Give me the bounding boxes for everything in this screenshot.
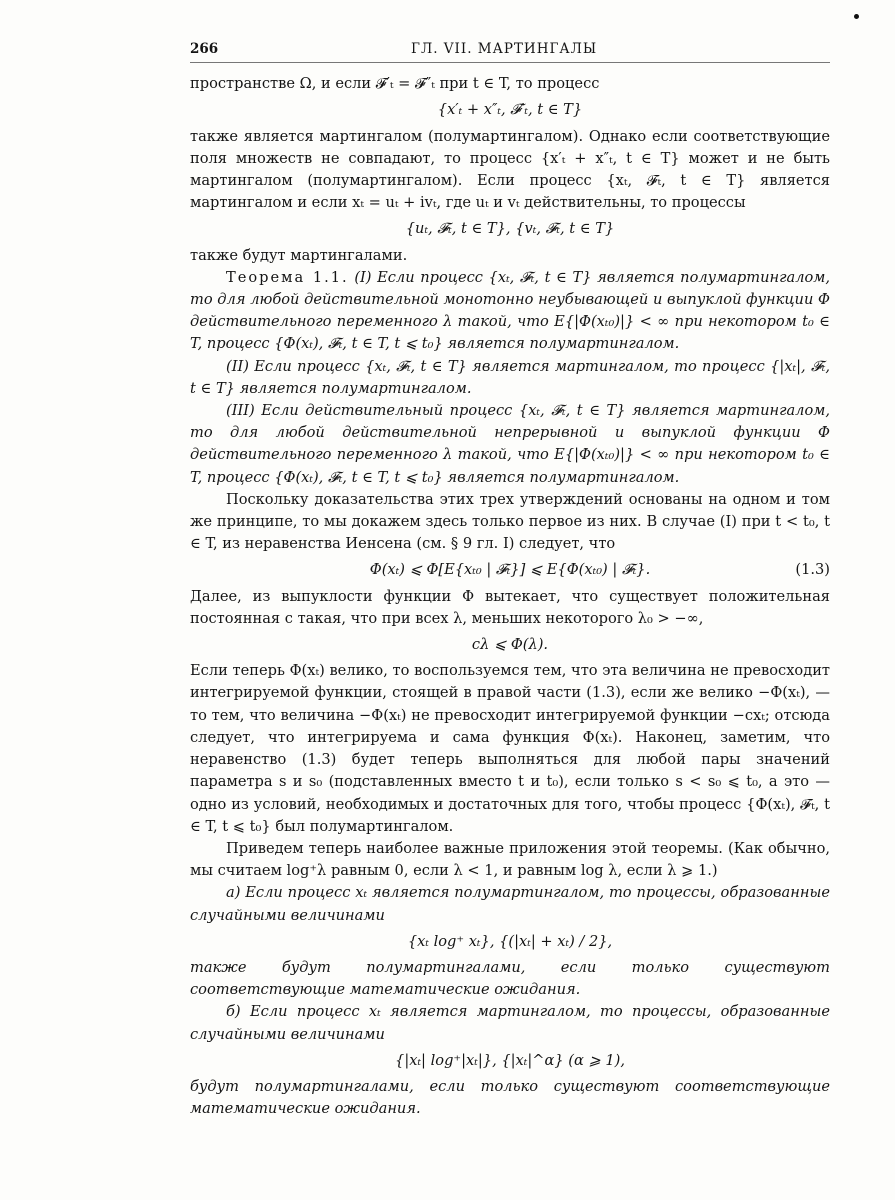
equation-1-3-body: Φ(xₜ) ⩽ Φ[E{xₜ₀ | 𝓕ₜ}] ⩽ E{Φ(xₜ₀) | 𝓕ₜ}. bbox=[369, 561, 651, 579]
page-number: 266 bbox=[190, 41, 219, 57]
equation-4: cλ ⩽ Φ(λ). bbox=[471, 636, 549, 654]
paragraph-7: Приведем теперь наиболее важные приложения этой теоремы. (Как обычно, мы считаем log⁺λ равным 0, если λ < 1, и равным log λ, если λ ⩾ 1.) bbox=[190, 839, 830, 880]
application-a: а) Если процесс xₜ является полумартингалом, то процессы, образованные случайными величинами bbox=[190, 884, 830, 924]
application-b: б) Если процесс xₜ является мартингалом, то процессы, образованные случайными величинами bbox=[190, 1003, 830, 1043]
theorem-part-iii: (III) Если действительный процесс {xₜ, 𝓕ₜ, t ∈ T} является мартингалом, то для любой действительной непрерывной и выпуклой функции Φ действительного переменного λ такой, что E{|Φ(xₜ₀)|} < ∞ при некотором t₀ ∈ T, процесс {Φ(xₜ), 𝓕ₜ, t ∈ T, t ⩽ t₀} является полумартингалом. bbox=[190, 402, 830, 486]
paragraph-4: Поскольку доказательства этих трех утверждений основаны на одном и том же принципе, то мы докажем здесь только первое из них. В случае (I) при t < t₀, t ∈ T, из неравенства Иенсена (см. § 9 гл. I) следует, что bbox=[190, 490, 830, 553]
theorem-1-1 bbox=[190, 267, 830, 356]
theorem-part-ii: (II) Если процесс {xₜ, 𝓕ₜ, t ∈ T} является мартингалом, то процесс {|xₜ|, 𝓕ₜ, t ∈ T} является полумартингалом. bbox=[190, 357, 830, 397]
paragraph-9: также будут полумартингалами, если только существуют соответствующие математические ожидания. bbox=[190, 958, 830, 999]
equation-5: {xₜ log⁺ xₜ}, {(|xₜ| + xₜ) / 2}, bbox=[407, 932, 613, 950]
paragraph-3: также будут мартингалами. bbox=[190, 246, 408, 264]
margin-dot bbox=[854, 14, 859, 19]
equation-6: {|xₜ| log⁺|xₜ|}, {|xₜ|^α} (α ⩾ 1), bbox=[395, 1051, 625, 1069]
paragraph-6: Если теперь Φ(xₜ) велико, то воспользуемся тем, что эта величина не превосходит интегрируемой функции, стоящей в правой части (1.3), если же велико −Φ(xₜ), — то тем, что величина −Φ(xₜ) не превосходит интегрируемой функции −cxₜ; отсюда следует, что интегрируема и сама функция Φ(xₜ). Наконец, заметим, что неравенство (1.3) будет теперь выполняться для любой пары значений параметра s и s₀ (подставленных вместо t и t₀), если только s < s₀ ⩽ t₀, а это — одно из условий, необходимых и достаточных для того, чтобы процесс {Φ(xₜ), 𝓕ₜ, t ∈ T, t ⩽ t₀} был полумартингалом. bbox=[190, 662, 830, 835]
page-header bbox=[190, 38, 830, 63]
theorem-part-i: (I) Если процесс {xₜ, 𝓕ₜ, t ∈ T} является полумартингалом, то для любой действительной монотонно неубывающей и выпуклой функции Φ действительного переменного λ такой, что E{|Φ(xₜ₀)|} < ∞ при некотором t₀ ∈ T, процесс {Φ(xₜ), 𝓕ₜ, t ∈ T, t ⩽ t₀} является полумартингалом. bbox=[190, 268, 831, 353]
running-title: ГЛ. VII. МАРТИНГАЛЫ bbox=[411, 41, 598, 57]
equation-1: {x′ₜ + x″ₜ, 𝓕′ₜ, t ∈ T} bbox=[437, 101, 583, 119]
equation-2: {uₜ, 𝓕ₜ, t ∈ T}, {vₜ, 𝓕ₜ, t ∈ T} bbox=[405, 220, 615, 238]
paragraph-1: пространстве Ω, и если 𝓕′ₜ = 𝓕″ₜ при t ∈ T, то процесс bbox=[190, 75, 600, 93]
paragraph-5: Далее, из выпуклости функции Φ вытекает, что существует положительная постоянная c такая, что при всех λ, меньших некоторого λ₀ > −∞, bbox=[190, 587, 830, 627]
paragraph-11: будут полумартингалами, если только существуют соответствующие математические ожидания. bbox=[190, 1077, 830, 1118]
equation-number: (1.3) bbox=[795, 561, 830, 579]
paragraph-2: также является мартингалом (полумартингалом). Однако если соответствующие поля множеств не совпадают, то процесс {x′ₜ + x″ₜ, t ∈ T} может и не быть мартингалом (полумартингалом). Если процесс {xₜ, 𝓕ₜ, t ∈ T} является мартингалом и если xₜ = uₜ + ivₜ, где uₜ и vₜ действительны, то процессы bbox=[190, 127, 830, 212]
equation-1-3 bbox=[190, 559, 830, 581]
book-page bbox=[190, 38, 830, 1120]
theorem-label: Теорема 1.1. bbox=[226, 268, 349, 286]
